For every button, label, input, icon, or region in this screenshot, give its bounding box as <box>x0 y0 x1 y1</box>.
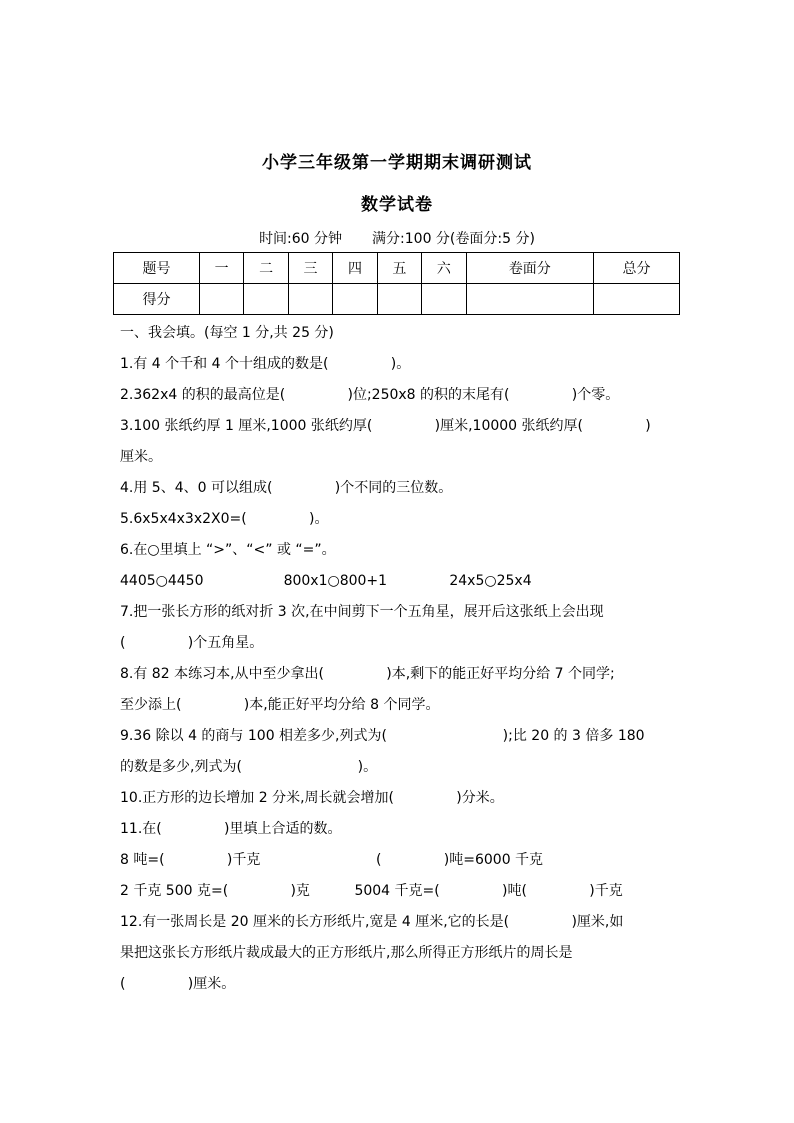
score-table-header-cell: 三 <box>288 253 332 284</box>
question-line: ( )厘米。 <box>120 976 236 992</box>
score-cell <box>377 284 421 315</box>
score-table-score-row <box>114 284 680 315</box>
score-row-label: 得分 <box>114 284 200 315</box>
score-table-header-cell: 六 <box>422 253 466 284</box>
question-line: 的数是多少,列式为( )。 <box>120 759 378 775</box>
question-line: 9.36 除以 4 的商与 100 相差多少,列式为( );比 20 的 3 倍多 180 <box>120 728 645 744</box>
score-table <box>113 252 680 315</box>
question-line: 7.把一张长方形的纸对折 3 次,在中间剪下一个五角星，展开后这张纸上会出现 <box>120 604 604 620</box>
score-table-header-cell: 一 <box>199 253 243 284</box>
score-cell <box>244 284 288 315</box>
question-line: 8 吨=( )千克 ( )吨=6000 千克 <box>120 852 544 868</box>
score-cell <box>593 284 679 315</box>
question-line: 5.6x5x4x3x2X0=( )。 <box>120 511 329 527</box>
score-table-header-row <box>114 253 680 284</box>
question-line: 厘米。 <box>120 449 162 465</box>
time-info: 时间:60 分钟 <box>259 231 343 247</box>
score-table-header-cell: 卷面分 <box>466 253 593 284</box>
section-heading: 一、我会填。(每空 1 分,共 25 分) <box>120 325 334 341</box>
question-line: 4405○4450 800x1○800+1 24x5○25x4 <box>120 573 532 589</box>
score-table-header-cell: 四 <box>333 253 377 284</box>
question-line: 2.362x4 的积的最高位是( )位;250x8 的积的末尾有( )个零。 <box>120 387 620 403</box>
score-info: 满分:100 分(卷面分:5 分) <box>372 231 535 247</box>
question-line: 4.用 5、4、0 可以组成( )个不同的三位数。 <box>120 480 453 496</box>
score-cell <box>199 284 243 315</box>
question-line: 至少添上( )本,能正好平均分给 8 个同学。 <box>120 697 440 713</box>
question-line: 8.有 82 本练习本,从中至少拿出( )本,剩下的能正好平均分给 7 个同学; <box>120 666 615 682</box>
score-table-header-cell: 题号 <box>114 253 200 284</box>
question-line: 2 千克 500 克=( )克 5004 千克=( )吨( )千克 <box>120 883 623 899</box>
score-cell <box>466 284 593 315</box>
score-table-header-cell: 二 <box>244 253 288 284</box>
score-cell <box>333 284 377 315</box>
score-table-header-cell: 五 <box>377 253 421 284</box>
question-line: 1.有 4 个千和 4 个十组成的数是( )。 <box>120 356 411 372</box>
exam-subtitle: 数学试卷 <box>361 195 433 215</box>
score-cell <box>288 284 332 315</box>
score-table-header-cell: 总分 <box>593 253 679 284</box>
exam-title: 小学三年级第一学期期末调研测试 <box>262 153 532 173</box>
score-cell <box>422 284 466 315</box>
exam-meta <box>0 228 794 248</box>
question-section <box>120 322 680 1004</box>
question-line: 果把这张长方形纸片裁成最大的正方形纸片,那么所得正方形纸片的周长是 <box>120 945 573 961</box>
question-line: 3.100 张纸约厚 1 厘米,1000 张纸约厚( )厘米,10000 张纸约厚( ) <box>120 418 651 434</box>
question-line: 12.有一张周长是 20 厘米的长方形纸片,宽是 4 厘米,它的长是( )厘米,如 <box>120 914 624 930</box>
question-line: ( )个五角星。 <box>120 635 264 651</box>
question-line: 11.在( )里填上合适的数。 <box>120 821 342 837</box>
question-line: 6.在○里填上 “>”、“<” 或 “=”。 <box>120 542 336 558</box>
question-line: 10.正方形的边长增加 2 分米,周长就会增加( )分米。 <box>120 790 504 806</box>
